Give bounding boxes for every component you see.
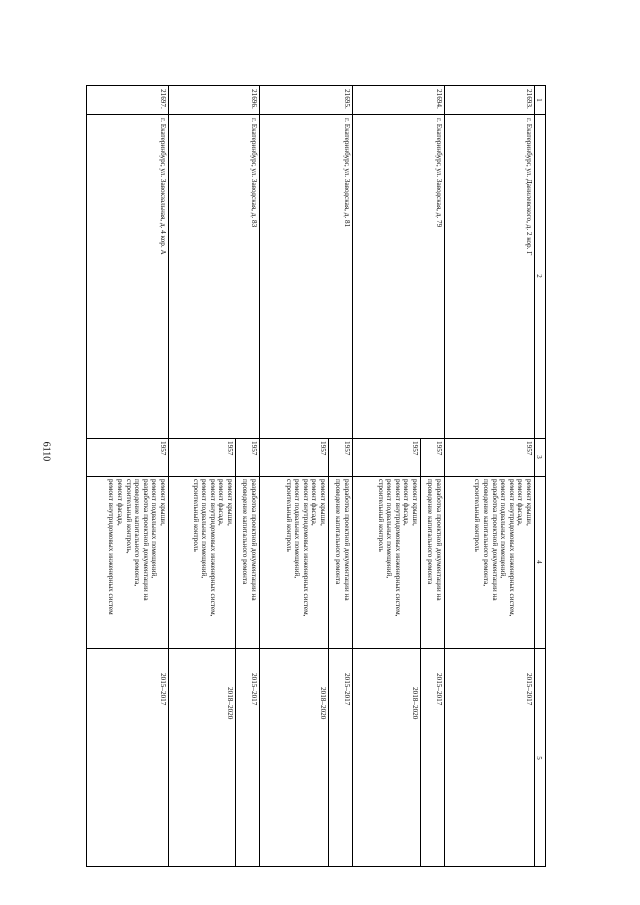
address: г. Екатеринбург, ул. Завокзальная, д. 4 кор. А	[159, 118, 167, 255]
row-number: 21697.	[159, 89, 167, 109]
work-line: ремонт фасада,	[217, 479, 226, 526]
work-line: ремонт крыши,	[525, 479, 533, 526]
work-line: разработка проектной документации на	[141, 479, 150, 601]
work-line: строительный контроль	[376, 479, 385, 552]
work-line: ремонт фасада,	[516, 479, 525, 526]
build-year: 1957	[159, 441, 167, 456]
period: 2015–2017	[435, 673, 443, 706]
build-year: 1957	[226, 441, 234, 456]
row-number: 21693.	[525, 89, 533, 109]
sub-row-divider	[420, 438, 421, 867]
period: 2015–2017	[159, 673, 167, 706]
work-line: проведение капитального ремонта,	[133, 479, 142, 587]
header-cell: 1	[535, 98, 543, 102]
period: 2018–2020	[319, 687, 327, 720]
work-line: разработка проектной документации на	[435, 479, 443, 601]
sub-row-divider	[235, 438, 236, 867]
build-year: 1957	[435, 441, 443, 456]
work-line: разработка проектной документации на	[490, 479, 499, 601]
header-divider	[534, 86, 535, 866]
build-year: 1957	[250, 441, 258, 456]
work-line: ремонт подвальных помещений,	[385, 479, 394, 579]
page-number: 6110	[40, 441, 52, 462]
row-divider	[352, 86, 353, 866]
row-divider	[259, 86, 260, 866]
column-divider	[87, 476, 545, 477]
work-line: ремонт внутридомовых инженерных систем,	[393, 479, 402, 617]
address: г. Екатеринбург, ул. Данилевского, д. 2 кор. Г	[525, 118, 533, 256]
work-line: ремонт фасада,	[116, 479, 124, 526]
work-line: ремонт внутридомовых инженерных систем,	[507, 479, 516, 617]
work-line: проведение капитального ремонта,	[482, 479, 490, 587]
column-divider	[87, 114, 545, 115]
work-line: ремонт крыши,	[319, 479, 327, 526]
column-divider	[87, 648, 545, 649]
address: г. Екатеринбург, ул. Заводская, д. 79	[435, 118, 443, 228]
row-divider	[168, 86, 169, 866]
build-year: 1957	[319, 441, 327, 456]
work-line: проведение капитального ремонта	[241, 479, 250, 585]
work-line: ремонт подвальных помещений,	[499, 479, 508, 579]
period: 2015–2017	[525, 673, 533, 706]
table-viewport	[86, 85, 546, 867]
header-cell: 2	[535, 274, 543, 278]
row-divider	[444, 86, 445, 866]
work-line: ремонт крыши,	[226, 479, 234, 526]
row-number: 21694.	[435, 89, 443, 109]
work-line: ремонт внутридомовых инженерных систем	[107, 479, 116, 615]
row-number: 21696.	[250, 89, 258, 109]
work-line: разработка проектной документации на	[343, 479, 351, 601]
row-number: 21695.	[343, 89, 351, 109]
period: 2015–2017	[250, 673, 258, 706]
address: г. Екатеринбург, ул. Заводская, д. 83	[250, 118, 258, 228]
column-divider	[87, 438, 545, 439]
work-line: ремонт подвальных помещений,	[200, 479, 209, 579]
capital-repair-table	[86, 85, 546, 867]
header-cell: 4	[535, 560, 543, 564]
header-cell: 3	[535, 455, 543, 459]
work-line: ремонт крыши,	[159, 479, 167, 526]
work-line: ремонт фасада,	[310, 479, 319, 526]
period: 2018–2020	[226, 687, 234, 720]
work-line: ремонт внутридомовых инженерных систем,	[208, 479, 217, 617]
work-line: проведение капитального ремонта	[426, 479, 435, 585]
work-line: ремонт крыши,	[411, 479, 419, 526]
work-line: строительный контроль	[473, 479, 482, 552]
work-line: проведение капитального ремонта	[334, 479, 343, 585]
work-line: ремонт фасада,	[402, 479, 411, 526]
work-line: разработка проектной документации на	[250, 479, 258, 601]
work-line: ремонт подвальных помещений,	[150, 479, 159, 579]
work-line: строительный контроль	[191, 479, 200, 552]
work-line: строительный контроль	[284, 479, 293, 552]
build-year: 1957	[343, 441, 351, 456]
work-line: ремонт внутридомовых инженерных систем,	[301, 479, 310, 617]
header-cell: 5	[535, 756, 543, 760]
build-year: 1957	[525, 441, 533, 456]
work-line: строительный контроль,	[124, 479, 133, 554]
build-year: 1957	[411, 441, 419, 456]
sub-row-divider	[328, 438, 329, 867]
address: г. Екатеринбург, ул. Заводская, д. 81	[343, 118, 351, 228]
period: 2018–2020	[411, 687, 419, 720]
period: 2015–2017	[343, 673, 351, 706]
work-line: ремонт подвальных помещений,	[293, 479, 302, 579]
